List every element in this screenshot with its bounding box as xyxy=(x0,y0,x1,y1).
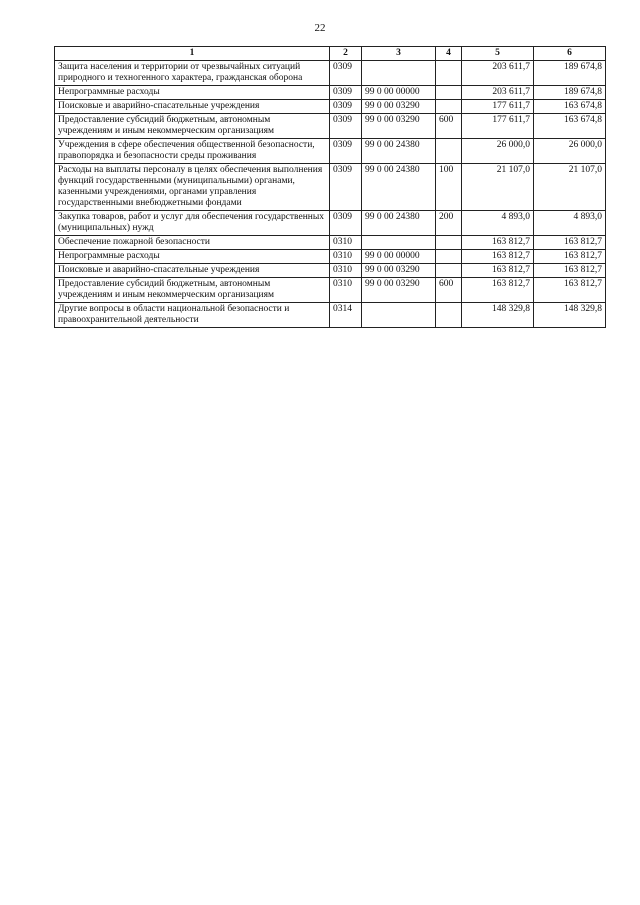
column-header: 3 xyxy=(362,47,436,61)
row-sum-cell: 163 674,8 xyxy=(534,114,606,139)
row-section-cell: 0309 xyxy=(330,100,362,114)
row-sum-cell: 163 812,7 xyxy=(462,250,534,264)
table-row xyxy=(55,100,606,114)
table-row xyxy=(55,264,606,278)
row-section-cell: 0309 xyxy=(330,164,362,211)
table-row xyxy=(55,114,606,139)
column-header: 1 xyxy=(55,47,330,61)
row-type-cell xyxy=(436,61,462,86)
row-name-cell: Обеспечение пожарной безопасности xyxy=(55,236,330,250)
row-section-cell: 0310 xyxy=(330,236,362,250)
row-section-cell: 0310 xyxy=(330,264,362,278)
row-type-cell: 200 xyxy=(436,211,462,236)
table-row xyxy=(55,164,606,211)
row-name-cell: Поисковые и аварийно-спасательные учреждения xyxy=(55,264,330,278)
row-section-cell: 0309 xyxy=(330,61,362,86)
table-row xyxy=(55,139,606,164)
row-sum-cell: 26 000,0 xyxy=(534,139,606,164)
row-type-cell xyxy=(436,236,462,250)
row-name-cell: Предоставление субсидий бюджетным, автономным учреждениям и иным некоммерческим организациям xyxy=(55,278,330,303)
row-sum-cell: 4 893,0 xyxy=(534,211,606,236)
row-target-cell: 99 0 00 00000 xyxy=(362,86,436,100)
row-target-cell xyxy=(362,236,436,250)
row-section-cell: 0309 xyxy=(330,86,362,100)
row-target-cell xyxy=(362,303,436,328)
table-row xyxy=(55,250,606,264)
table-row xyxy=(55,278,606,303)
row-sum-cell: 163 812,7 xyxy=(534,278,606,303)
row-sum-cell: 26 000,0 xyxy=(462,139,534,164)
row-sum-cell: 21 107,0 xyxy=(462,164,534,211)
table-header-row xyxy=(55,47,606,61)
row-target-cell: 99 0 00 24380 xyxy=(362,211,436,236)
row-sum-cell: 163 812,7 xyxy=(534,250,606,264)
row-sum-cell: 148 329,8 xyxy=(534,303,606,328)
row-sum-cell: 163 812,7 xyxy=(462,264,534,278)
row-name-cell: Защита населения и территории от чрезвычайных ситуаций природного и техногенного характера, гражданская оборона xyxy=(55,61,330,86)
row-type-cell xyxy=(436,264,462,278)
row-target-cell: 99 0 00 03290 xyxy=(362,100,436,114)
row-type-cell xyxy=(436,86,462,100)
row-sum-cell: 177 611,7 xyxy=(462,100,534,114)
column-header: 4 xyxy=(436,47,462,61)
row-name-cell: Непрограммные расходы xyxy=(55,86,330,100)
row-target-cell xyxy=(362,61,436,86)
table-row xyxy=(55,86,606,100)
column-header: 5 xyxy=(462,47,534,61)
row-name-cell: Закупка товаров, работ и услуг для обеспечения государственных (муниципальных) нужд xyxy=(55,211,330,236)
row-section-cell: 0310 xyxy=(330,250,362,264)
row-name-cell: Учреждения в сфере обеспечения общественной безопасности, правопорядка и безопасности среды проживания xyxy=(55,139,330,164)
column-header: 6 xyxy=(534,47,606,61)
row-section-cell: 0309 xyxy=(330,211,362,236)
row-target-cell: 99 0 00 03290 xyxy=(362,278,436,303)
table-row xyxy=(55,211,606,236)
row-type-cell xyxy=(436,100,462,114)
row-name-cell: Непрограммные расходы xyxy=(55,250,330,264)
row-sum-cell: 163 812,7 xyxy=(462,278,534,303)
row-target-cell: 99 0 00 00000 xyxy=(362,250,436,264)
row-sum-cell: 203 611,7 xyxy=(462,86,534,100)
row-sum-cell: 4 893,0 xyxy=(462,211,534,236)
budget-table xyxy=(54,46,606,328)
row-name-cell: Расходы на выплаты персоналу в целях обеспечения выполнения функций государственными (муниципальными) органами, казенными учреждениями, органами управления государственными внебюджетными фондами xyxy=(55,164,330,211)
row-name-cell: Предоставление субсидий бюджетным, автономным учреждениям и иным некоммерческим организациям xyxy=(55,114,330,139)
row-name-cell: Другие вопросы в области национальной безопасности и правоохранительной деятельности xyxy=(55,303,330,328)
table-row xyxy=(55,236,606,250)
row-section-cell: 0309 xyxy=(330,114,362,139)
row-section-cell: 0314 xyxy=(330,303,362,328)
row-sum-cell: 189 674,8 xyxy=(534,86,606,100)
row-sum-cell: 203 611,7 xyxy=(462,61,534,86)
table-row xyxy=(55,61,606,86)
row-sum-cell: 163 812,7 xyxy=(462,236,534,250)
row-sum-cell: 189 674,8 xyxy=(534,61,606,86)
row-type-cell xyxy=(436,303,462,328)
row-type-cell xyxy=(436,139,462,164)
row-type-cell: 600 xyxy=(436,278,462,303)
row-type-cell xyxy=(436,250,462,264)
row-sum-cell: 163 812,7 xyxy=(534,236,606,250)
row-section-cell: 0310 xyxy=(330,278,362,303)
row-target-cell: 99 0 00 24380 xyxy=(362,164,436,211)
row-sum-cell: 163 674,8 xyxy=(534,100,606,114)
row-sum-cell: 177 611,7 xyxy=(462,114,534,139)
row-sum-cell: 21 107,0 xyxy=(534,164,606,211)
row-target-cell: 99 0 00 24380 xyxy=(362,139,436,164)
row-target-cell: 99 0 00 03290 xyxy=(362,114,436,139)
row-section-cell: 0309 xyxy=(330,139,362,164)
table-row xyxy=(55,303,606,328)
row-name-cell: Поисковые и аварийно-спасательные учреждения xyxy=(55,100,330,114)
row-target-cell: 99 0 00 03290 xyxy=(362,264,436,278)
page-number: 22 xyxy=(314,22,326,34)
row-type-cell: 600 xyxy=(436,114,462,139)
column-header: 2 xyxy=(330,47,362,61)
row-sum-cell: 163 812,7 xyxy=(534,264,606,278)
table-body xyxy=(55,61,606,328)
row-type-cell: 100 xyxy=(436,164,462,211)
row-sum-cell: 148 329,8 xyxy=(462,303,534,328)
